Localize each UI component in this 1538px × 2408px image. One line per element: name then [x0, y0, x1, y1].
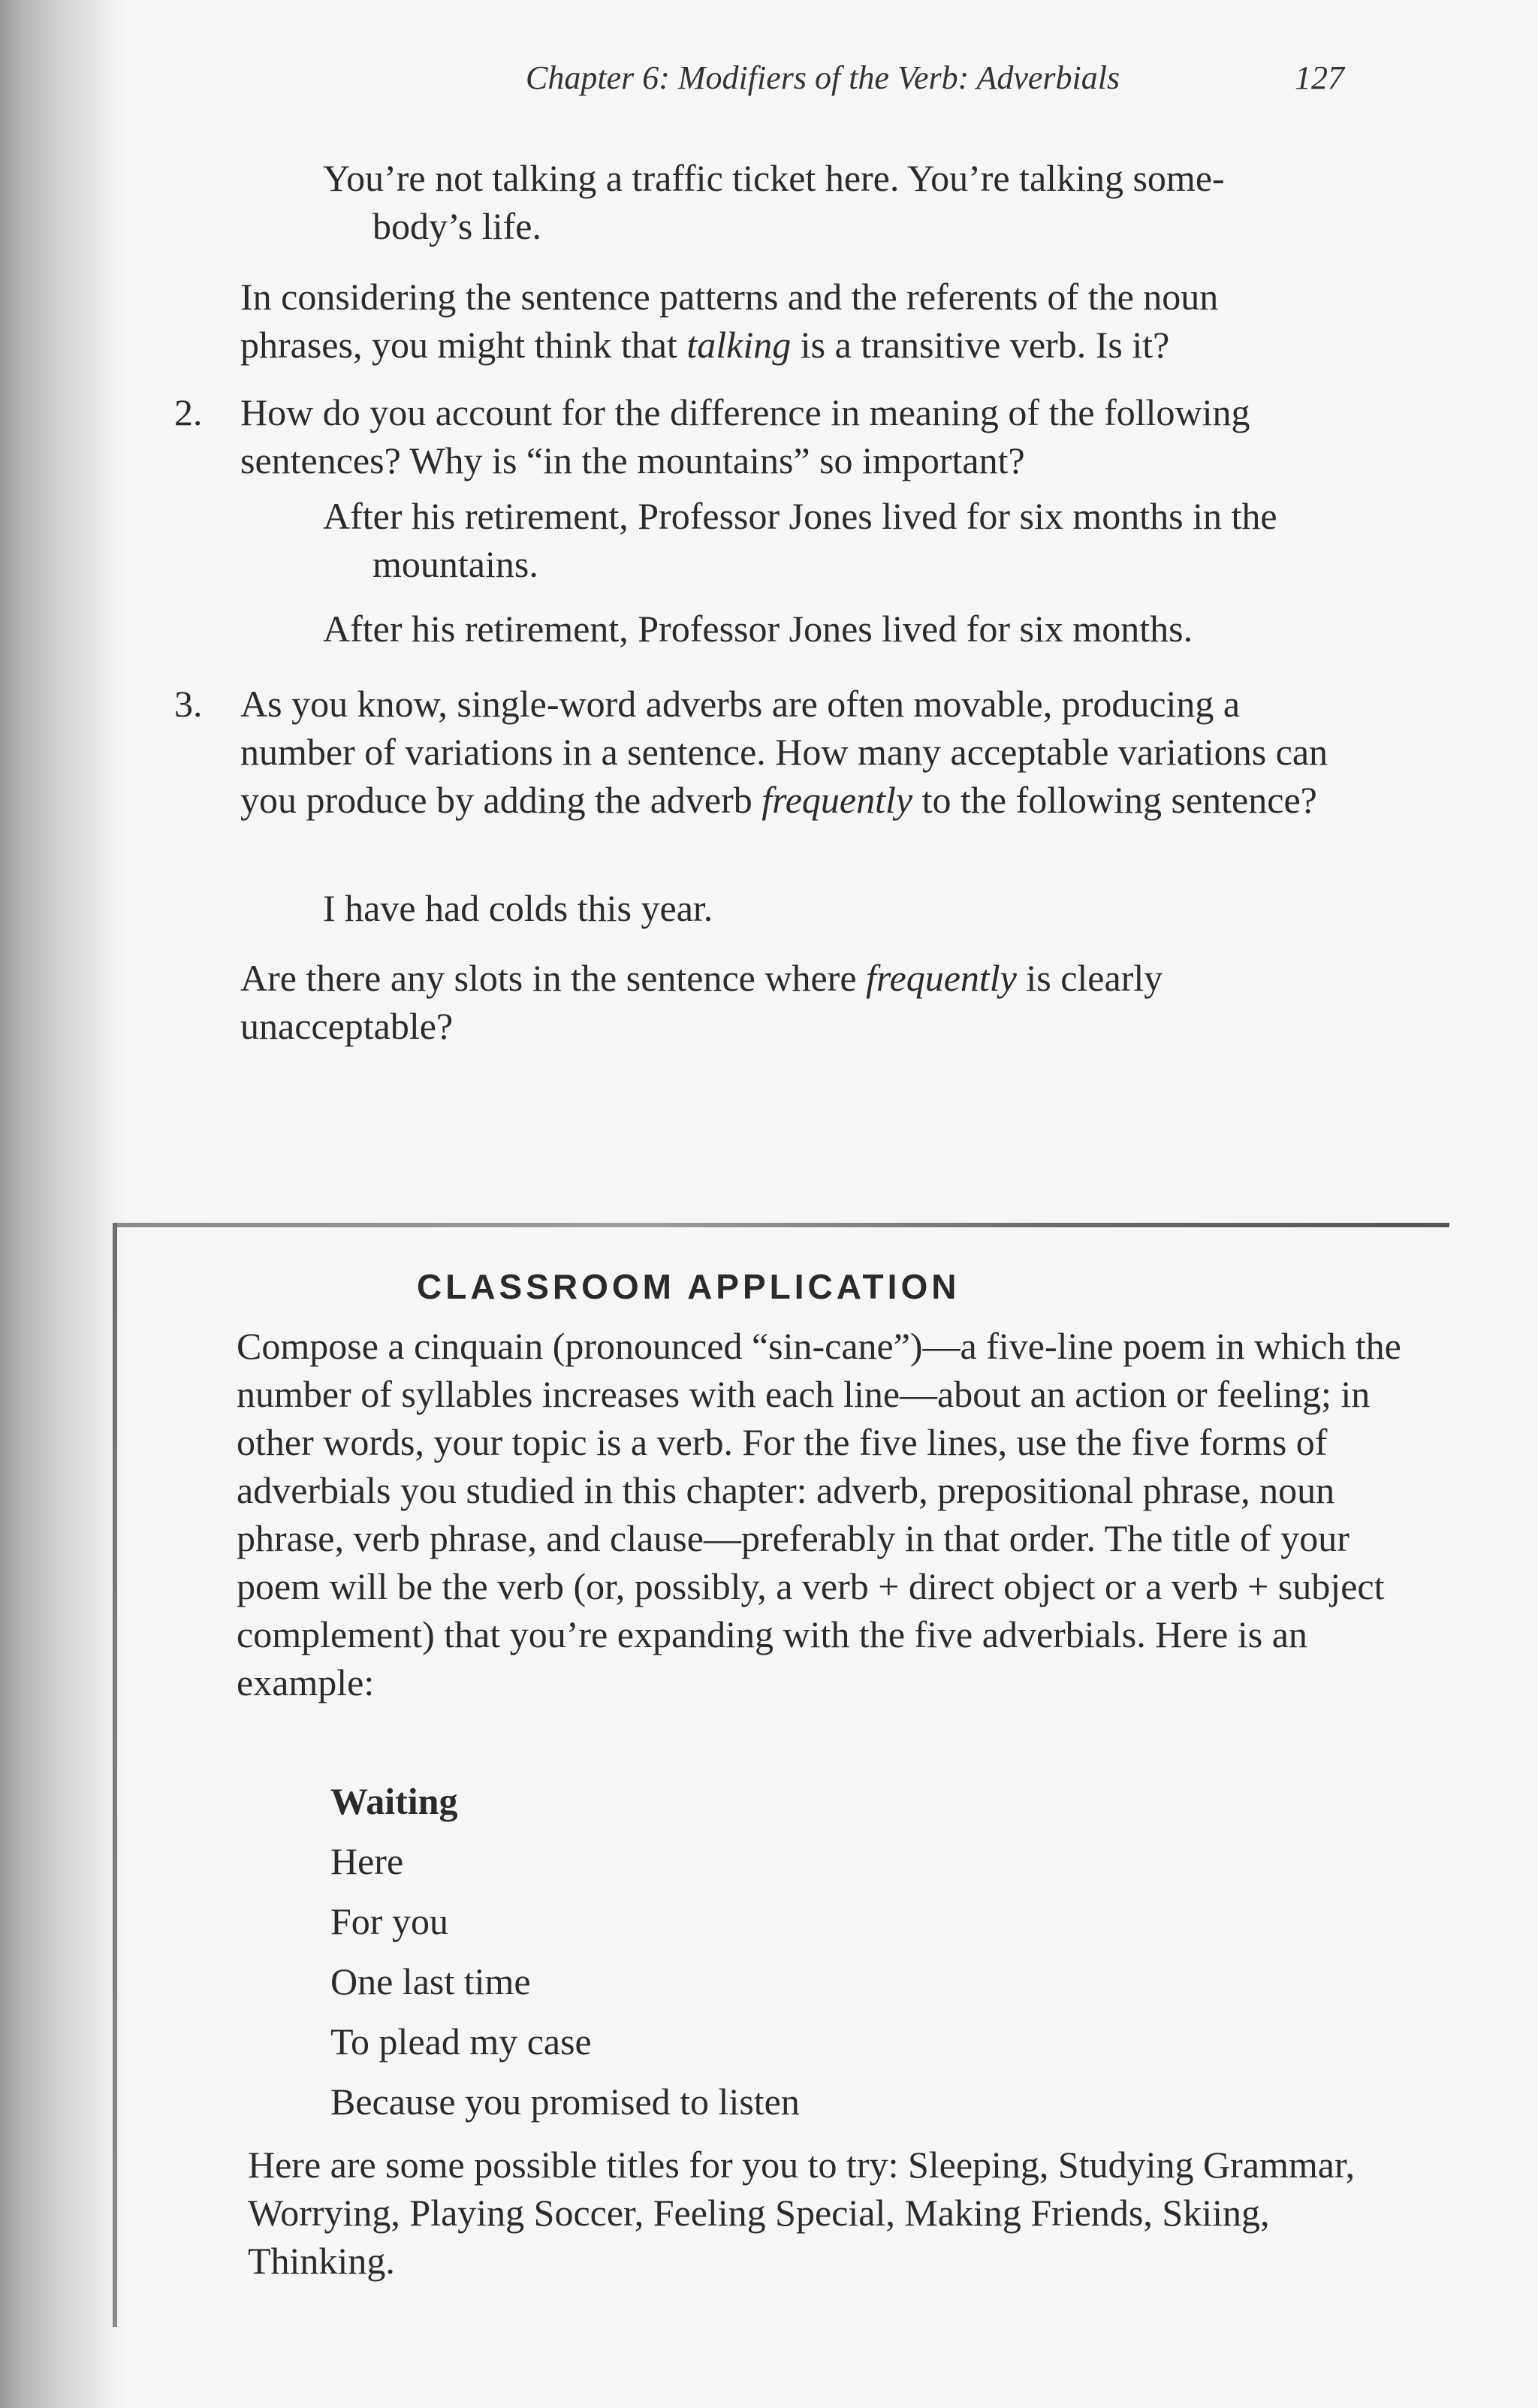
box-left-rule: [113, 1223, 117, 2327]
transitive-question-paragraph: [240, 273, 1344, 369]
paragraph-text: In considering the sentence patterns and the referents of the noun phrases, you might think that: [240, 276, 1219, 366]
question-text: to the following sentence?: [912, 779, 1317, 821]
item-number: 2.: [174, 391, 203, 433]
example-sentence-1: After his retirement, Professor Jones lived for six months in the mountains.: [323, 495, 1277, 585]
question-text: As you know, single-word adverbs are often movable, producing a number of variations in a sentence. How many acceptable variations can you produce by adding the adverb: [240, 683, 1328, 821]
poem-line: For you: [330, 1900, 448, 1942]
box-top-rule: [113, 1223, 1449, 1227]
paragraph-text: is a transitive verb. Is it?: [791, 324, 1170, 366]
poem-line: One last time: [330, 1960, 531, 2002]
question-text: Are there any slots in the sentence where: [240, 957, 867, 999]
poem-line: Because you promised to listen: [330, 2081, 800, 2123]
page-number: 127: [1295, 59, 1344, 96]
item-question: How do you account for the difference in meaning of the following sentences? Why is “in the mountains” so important?: [240, 391, 1250, 481]
example-sentence-3: I have had colds this year.: [323, 887, 713, 929]
poem-line: Here: [330, 1840, 404, 1882]
classroom-application-heading: CLASSROOM APPLICATION: [417, 1267, 960, 1306]
quote-line-1: You’re not talking a traffic ticket here. You’re talking some-: [323, 157, 1225, 199]
classroom-application-instructions: Compose a cinquain (pronounced “sin-cane”)—a five-line poem in which the number of syllables increases with each line—about an action or feeling; in other words, your topic is a verb. For the five lines, use the five forms of adverbials you studied in this chapter: adverb, prepositional phrase, noun phrase, verb phrase, and clause—preferably in that order. The title of your poem will be the verb (or, possibly, a verb + direct object or a verb + subject complement) that you’re expanding with the five adverbials. Here is an example:: [237, 1325, 1401, 1703]
poem-line: To plead my case: [330, 2020, 592, 2062]
example-sentence-2: After his retirement, Professor Jones lived for six months.: [323, 608, 1193, 650]
chapter-title: Chapter 6: Modifiers of the Verb: Adverbials: [526, 59, 1120, 96]
item-question: [240, 680, 1344, 824]
item-number: 3.: [174, 683, 203, 725]
exercise-item-3: [174, 680, 1344, 824]
emphasized-word: talking: [686, 324, 792, 366]
emphasized-word: frequently: [866, 957, 1017, 999]
classroom-application-box: [113, 1223, 1449, 2327]
quote-line-2: body’s life.: [372, 205, 541, 247]
example-quote: [323, 154, 1359, 250]
poem-title: Waiting: [330, 1780, 458, 1822]
exercise-item-2: [174, 388, 1344, 484]
emphasized-word: frequently: [761, 779, 913, 821]
question-text: is clearly unacceptable?: [240, 957, 1163, 1047]
example-poem: [330, 1771, 800, 2132]
suggested-titles-paragraph: Here are some possible titles for you to try: Sleeping, Studying Grammar, Worrying, Playing Soccer, Feeling Special, Making Friends, Skiing, Thinking.: [248, 2144, 1356, 2282]
followup-question: [240, 954, 1344, 1050]
